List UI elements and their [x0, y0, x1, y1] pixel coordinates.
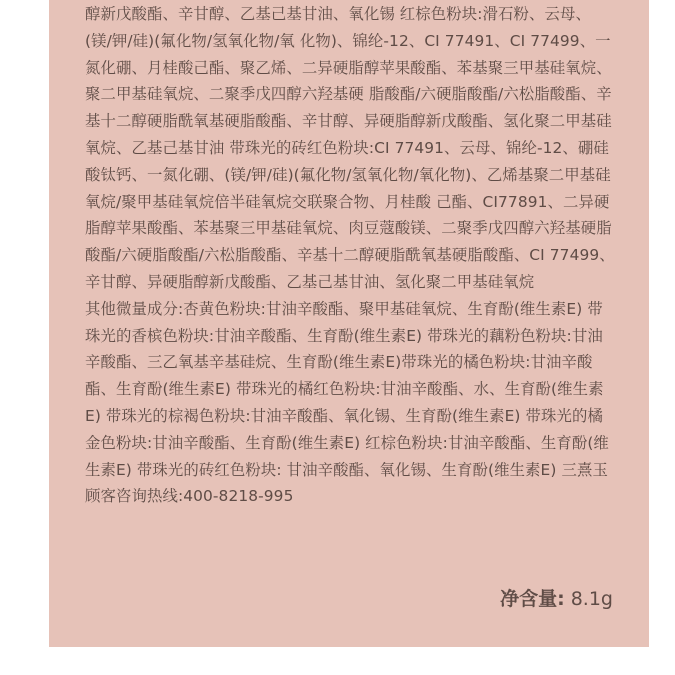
ingredient-label-panel [49, 0, 649, 647]
minor-ingredients-paragraph: 其他微量成分:杏黄色粉块:甘油辛酸酯、聚甲基硅氧烷、生育酚(维生素E) 带 珠光的香槟色粉块:甘油辛酸酯、生育酚(维生素E) 带珠光的藕粉色粉块:甘油辛酸酯、三乙氧基辛基硅烷、生育酚(维生素E)带珠光的橘色粉块:甘油辛酸 酯、生育酚(维生素E) 带珠光的橘红色粉块:甘油辛酸酯、水、生育酚(维生素E) 带珠光的棕褐色粉块:甘油辛酸酯、氧化锡、生育酚(维生素E) 带珠光的橘 [85, 299, 604, 425]
net-content-label: 净含量: [500, 588, 565, 610]
ingredients-footer-paragraph: 金色粉块:甘油辛酸酯、生育酚(维生素E) 红棕色粉块:甘油辛酸酯、生育酚(维生素E) 带珠光的砖红色粉块: 甘油辛酸酯、氧化锡、生育酚(维生素E) 三熹玉顾客咨询热线:400-8218-995 [85, 433, 609, 506]
ingredients-text-block [85, 1, 615, 510]
ingredients-paragraph: 醇新戊酸酯、辛甘醇、乙基己基甘油、氧化锡 红棕色粉块:滑石粉、云母、(镁/钾/硅)(氟化物/氢氧化物/氧 化物)、锦纶-12、CI 77491、CI 77499、一氮化硼、月桂酸己酯、聚乙烯、二异硬脂醇苹果酸酯、苯基聚三甲基硅氧烷、聚二甲基硅氧烷、二聚季戊四醇六羟基硬 脂酸酯/六硬脂酸酯/六松脂酸酯、辛基十二醇硬脂酰氧基硬脂酸酯、辛甘醇、异硬脂醇新戊酸酯、氢化聚二甲基硅氧烷、乙基己基甘油 带珠光的砖红色粉块:CI 77491、云母、锦纶-12、硼硅酸钛钙、一氮化硼、(镁/钾/硅)(氟化物/氢氧化物/氧化物)、乙烯基聚二甲基硅氧烷/聚甲基硅氧烷倍半硅氧烷交联聚合物、月桂酸 己酯、CI77891、二异硬脂醇苹果酸酯、苯基聚三甲基硅氧烷、肉豆蔻酸镁、二聚季戊四醇六羟基硬脂酸酯/六硬脂酸酯/六松脂酸酯、辛基十二醇硬脂酰氧基硬脂酸酯、CI 77499、辛甘醇、异硬脂醇新戊酸酯、乙基己基甘油、氢化聚二甲基硅氧烷 [85, 5, 615, 291]
net-content [500, 586, 613, 612]
net-content-value: 8.1g [570, 588, 613, 610]
